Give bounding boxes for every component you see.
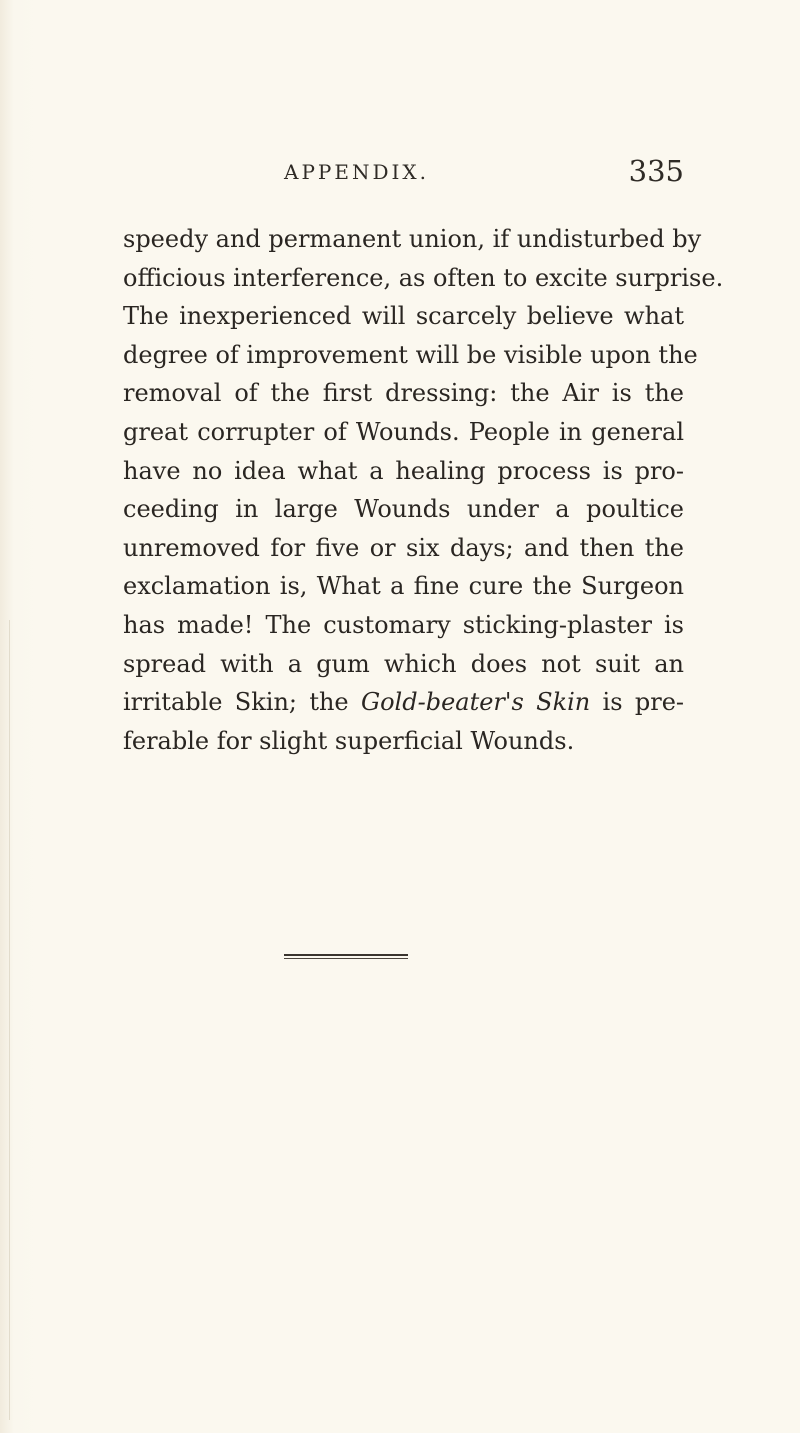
text-segment: irritable Skin; the — [123, 688, 361, 717]
section-end-rule — [284, 954, 408, 959]
text-line: has made! The customary sticking-plaster is — [123, 610, 684, 639]
text-line-with-italic — [123, 683, 684, 722]
text-line: have no idea what a healing process is pro- — [123, 456, 684, 485]
text-line: speedy and permanent union, if undisturbed by — [123, 225, 702, 253]
text-line: The inexperienced will scarcely believe what — [123, 302, 684, 331]
text-segment: is pre- — [590, 688, 685, 717]
text-line: unremoved for five or six days; and then the — [123, 533, 684, 562]
text-line: removal of the first dressing: the Air is the — [123, 379, 684, 408]
text-line: great corrupter of Wounds. People in general — [123, 417, 684, 446]
binding-gutter-line — [9, 620, 10, 1420]
text-line-last: ferable for slight superficial Wounds. — [123, 726, 575, 755]
text-line: exclamation is, What a fine cure the Surgeon — [123, 572, 684, 601]
running-head: APPENDIX. — [284, 160, 429, 184]
page-number: 335 — [628, 154, 684, 188]
page-header — [284, 154, 684, 194]
italic-term: Gold-beater's Skin — [360, 688, 591, 717]
text-line: spread with a gum which does not suit an — [123, 649, 684, 678]
text-line: degree of improvement will be visible upon the — [123, 340, 698, 369]
text-line: officious interference, as often to excite surprise. — [123, 263, 724, 292]
body-paragraph — [123, 220, 724, 760]
text-line: ceeding in large Wounds under a poultice — [123, 495, 684, 524]
